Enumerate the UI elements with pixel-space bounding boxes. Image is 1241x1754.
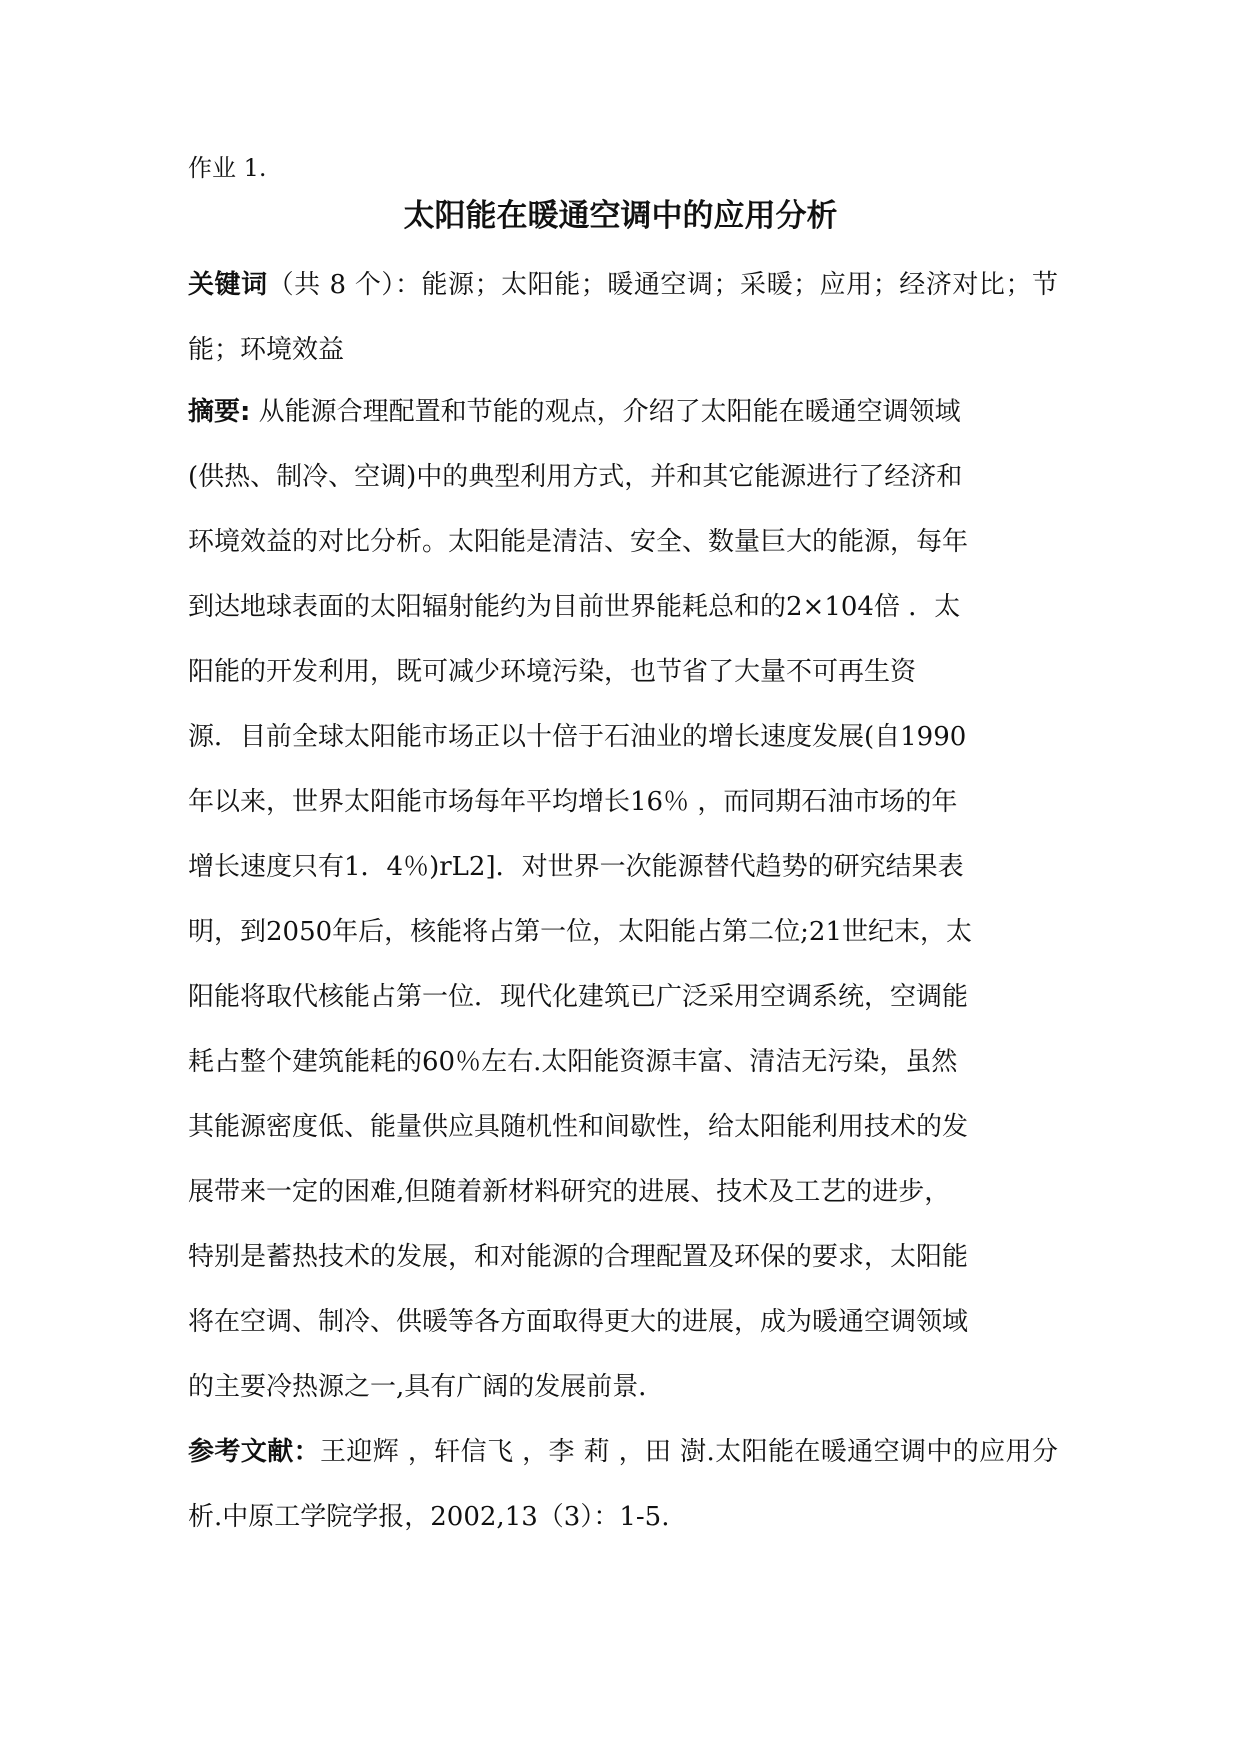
abstract-line: 将在空调、制冷、供暖等各方面取得更大的进展，成为暖通空调领域 <box>188 1307 969 1337</box>
references-text: 王迎辉 ，轩信飞 ，李 莉 ，田 澍.太阳能在暖通空调中的应用分析.中原工学院学报，2002,13（3）：1-5. <box>188 1437 1058 1532</box>
abstract-line: 源．目前全球太阳能市场正以十倍于石油业的增长速度发展(自1990 <box>188 722 967 752</box>
abstract-line: 年以来，世界太阳能市场每年平均增长16％ ，而同期石油市场的年 <box>188 787 958 817</box>
abstract-line: 环境效益的对比分析。太阳能是清洁、安全、数量巨大的能源，每年 <box>188 527 969 557</box>
references-paragraph <box>188 1420 1058 1550</box>
abstract-text: 从能源合理配置和节能的观点，介绍了太阳能在暖通空调领域 <box>250 397 961 427</box>
references-label: 参考文献： <box>188 1437 320 1467</box>
abstract-line: 阳能的开发利用，既可减少环境污染，也节省了大量不可再生资 <box>188 657 917 687</box>
keywords-text: （共 8 个）：能源；太阳能；暖通空调；采暖；应用；经济对比；节能；环境效益 <box>188 270 1058 365</box>
keywords-paragraph <box>188 253 1058 383</box>
abstract-line: 特别是蓄热技术的发展，和对能源的合理配置及环保的要求，太阳能 <box>188 1242 969 1272</box>
abstract-line <box>188 380 1058 445</box>
abstract-line: 到达地球表面的太阳辐射能约为目前世界能耗总和的2×104倍 ．太 <box>188 592 961 622</box>
abstract-line: 明，到2050年后，核能将占第一位，太阳能占第二位;21世纪末，太 <box>188 917 973 947</box>
abstract-line: 耗占整个建筑能耗的60％左右.太阳能资源丰富、清洁无污染，虽然 <box>188 1047 958 1077</box>
abstract-line: (供热、制冷、空调)中的典型利用方式，并和其它能源进行了经济和 <box>188 462 963 492</box>
abstract-paragraph <box>188 380 1058 1420</box>
keywords-label: 关键词 <box>188 270 268 300</box>
abstract-line: 增长速度只有1．4％)rL2]．对世界一次能源替代趋势的研究结果表 <box>188 852 964 882</box>
abstract-line: 阳能将取代核能占第一位．现代化建筑已广泛采用空调系统，空调能 <box>188 982 969 1012</box>
abstract-line: 其能源密度低、能量供应具随机性和间歇性，给太阳能利用技术的发 <box>188 1112 969 1142</box>
abstract-label: 摘要: <box>188 397 251 427</box>
abstract-line: 展带来一定的困难,但随着新材料研究的进展、技术及工艺的进步， <box>188 1177 951 1207</box>
abstract-line: 的主要冷热源之一,具有广阔的发展前景． <box>188 1372 665 1402</box>
assignment-label: 作业 1. <box>188 154 267 182</box>
document-title: 太阳能在暖通空调中的应用分析 <box>403 198 838 234</box>
